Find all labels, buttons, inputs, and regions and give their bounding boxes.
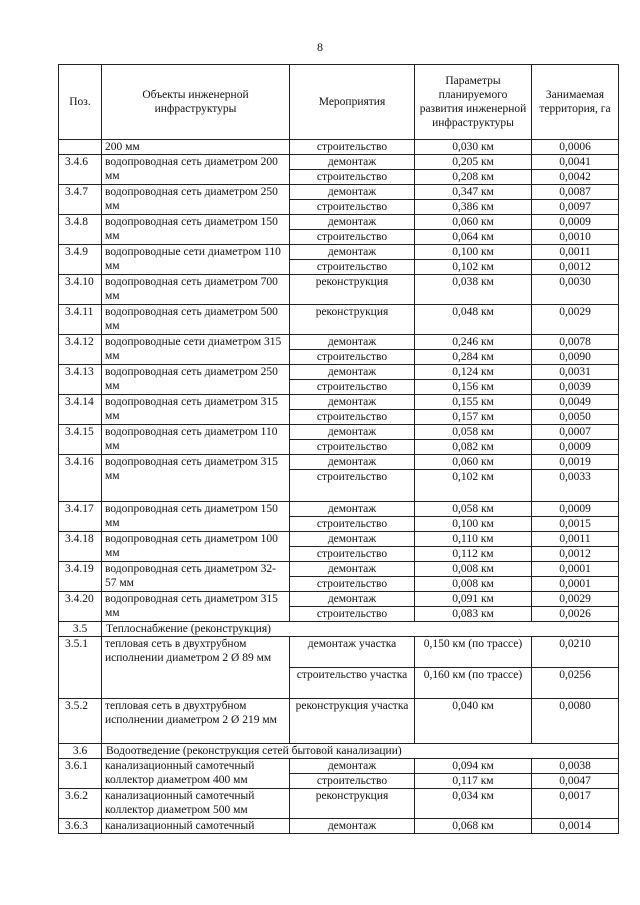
cell-param: 0,058 км [415,425,532,440]
header-object: Объекты инженерной инфраструктуры [102,65,290,140]
cell-object: водопроводные сети диаметром 110 мм [102,245,290,275]
cell-pos: 3.4.20 [59,592,102,622]
cell-object: водопроводная сеть диаметром 315 мм [102,395,290,425]
cell-pos: 3.5.2 [59,699,102,744]
cell-param: 0,048 км [415,305,532,335]
table-row [59,305,619,335]
cell-area: 0,0030 [532,275,619,305]
table-row [59,699,619,744]
cell-area: 0,0001 [532,562,619,577]
cell-param: 0,082 км [415,440,532,455]
cell-area: 0,0097 [532,200,619,215]
table-body [59,140,619,834]
cell-area: 0,0009 [532,215,619,230]
cell-area: 0,0011 [532,245,619,260]
cell-area: 0,0011 [532,532,619,547]
cell-param: 0,094 км [415,759,532,774]
table-row [59,562,619,577]
cell-object: водопроводная сеть диаметром 110 мм [102,425,290,455]
cell-area: 0,0009 [532,502,619,517]
cell-object: водопроводная сеть диаметром 150 мм [102,215,290,245]
cell-pos: 3.6 [59,744,102,759]
cell-measure: строительство участка [290,668,415,699]
cell-pos: 3.4.15 [59,425,102,455]
table-header-row [59,65,619,140]
table-row [59,819,619,834]
cell-area: 0,0042 [532,170,619,185]
cell-measure: демонтаж [290,759,415,774]
cell-measure: строительство [290,470,415,502]
cell-measure: реконструкция [290,275,415,305]
cell-area: 0,0010 [532,230,619,245]
cell-param: 0,284 км [415,350,532,365]
cell-param: 0,008 км [415,562,532,577]
table-row [59,275,619,305]
cell-area: 0,0012 [532,547,619,562]
cell-param: 0,205 км [415,155,532,170]
cell-measure: строительство [290,410,415,425]
cell-area: 0,0015 [532,517,619,532]
section-row [59,622,619,637]
cell-param: 0,110 км [415,532,532,547]
cell-measure: строительство [290,200,415,215]
cell-param: 0,157 км [415,410,532,425]
cell-pos: 3.6.1 [59,759,102,789]
cell-pos: 3.4.19 [59,562,102,592]
section-title: Водоотведение (реконструкция сетей бытовой канализации) [102,744,619,759]
cell-param: 0,112 км [415,547,532,562]
cell-pos: 3.4.17 [59,502,102,532]
cell-measure: демонтаж [290,155,415,170]
cell-measure: демонтаж [290,502,415,517]
cell-param: 0,347 км [415,185,532,200]
cell-area: 0,0078 [532,335,619,350]
cell-measure: демонтаж [290,185,415,200]
header-pos: Поз. [59,65,102,140]
cell-pos: 3.6.3 [59,819,102,834]
cell-area: 0,0029 [532,592,619,607]
cell-area: 0,0026 [532,607,619,622]
cell-area: 0,0014 [532,819,619,834]
page-number: 8 [317,40,323,54]
cell-object: канализационный самотечный коллектор диаметром 400 мм [102,759,290,789]
cell-measure: демонтаж участка [290,637,415,668]
cell-area: 0,0017 [532,789,619,819]
cell-area: 0,0039 [532,380,619,395]
cell-pos: 3.4.7 [59,185,102,215]
cell-area: 0,0050 [532,410,619,425]
cell-object: тепловая сеть в двухтрубном исполнении диаметром 2 Ø 219 мм [102,699,290,744]
cell-measure: строительство [290,607,415,622]
cell-measure: демонтаж [290,562,415,577]
cell-area: 0,0041 [532,155,619,170]
cell-object: канализационный самотечный [102,819,290,834]
cell-measure: строительство [290,260,415,275]
table-row [59,789,619,819]
cell-area: 0,0047 [532,774,619,789]
cell-object: 200 мм [102,140,290,155]
cell-area: 0,0006 [532,140,619,155]
cell-param: 0,038 км [415,275,532,305]
cell-object: водопроводная сеть диаметром 150 мм [102,502,290,532]
cell-measure: строительство [290,170,415,185]
cell-object: тепловая сеть в двухтрубном исполнении диаметром 2 Ø 89 мм [102,637,290,699]
cell-area: 0,0007 [532,425,619,440]
cell-measure: демонтаж [290,245,415,260]
cell-area: 0,0009 [532,440,619,455]
header-measure: Мероприятия [290,65,415,140]
cell-param: 0,100 км [415,245,532,260]
cell-param: 0,386 км [415,200,532,215]
table-row [59,215,619,230]
cell-measure: строительство [290,577,415,592]
cell-param: 0,030 км [415,140,532,155]
cell-object: водопроводная сеть диаметром 32-57 мм [102,562,290,592]
cell-area: 0,0012 [532,260,619,275]
cell-param: 0,040 км [415,699,532,744]
cell-area: 0,0019 [532,455,619,470]
table-row [59,592,619,607]
cell-area: 0,0080 [532,699,619,744]
cell-pos: 3.6.2 [59,789,102,819]
cell-pos: 3.4.9 [59,245,102,275]
table-row [59,365,619,380]
cell-pos: 3.4.14 [59,395,102,425]
cell-pos: 3.4.18 [59,532,102,562]
table-row [59,185,619,200]
cell-measure: демонтаж [290,395,415,410]
table-row [59,335,619,350]
cell-object: канализационный самотечный коллектор диаметром 500 мм [102,789,290,819]
table-row [59,502,619,517]
cell-area: 0,0001 [532,577,619,592]
cell-object: водопроводная сеть диаметром 315 мм [102,592,290,622]
cell-param: 0,246 км [415,335,532,350]
cell-param: 0,156 км [415,380,532,395]
cell-param: 0,068 км [415,819,532,834]
table-row [59,637,619,668]
cell-param: 0,102 км [415,470,532,502]
cell-pos: 3.4.11 [59,305,102,335]
cell-measure: строительство [290,380,415,395]
cell-param: 0,102 км [415,260,532,275]
cell-param: 0,100 км [415,517,532,532]
cell-measure: демонтаж [290,365,415,380]
cell-measure: демонтаж [290,335,415,350]
cell-pos: 3.4.6 [59,155,102,185]
cell-object: водопроводные сети диаметром 315 мм [102,335,290,365]
header-area: Занимаемая территория, га [532,65,619,140]
cell-measure: реконструкция участка [290,699,415,744]
cell-area: 0,0038 [532,759,619,774]
cell-param: 0,008 км [415,577,532,592]
cell-area: 0,0029 [532,305,619,335]
header-params: Параметры планируемого развития инженерной инфраструктуры [415,65,532,140]
cell-pos: 3.4.12 [59,335,102,365]
cell-measure: реконструкция [290,305,415,335]
cell-measure: демонтаж [290,819,415,834]
cell-measure: демонтаж [290,215,415,230]
cell-pos: 3.4.16 [59,455,102,502]
cell-object: водопроводная сеть диаметром 100 мм [102,532,290,562]
cell-param: 0,091 км [415,592,532,607]
cell-param: 0,083 км [415,607,532,622]
cell-object: водопроводная сеть диаметром 700 мм [102,275,290,305]
cell-pos: 3.4.13 [59,365,102,395]
cell-measure: строительство [290,440,415,455]
table-row [59,155,619,170]
cell-area: 0,0087 [532,185,619,200]
cell-param: 0,064 км [415,230,532,245]
cell-pos [59,140,102,155]
cell-measure: строительство [290,350,415,365]
cell-object: водопроводная сеть диаметром 250 мм [102,365,290,395]
table-row [59,395,619,410]
table-row [59,455,619,470]
cell-param: 0,208 км [415,170,532,185]
cell-param: 0,060 км [415,455,532,470]
cell-measure: строительство [290,140,415,155]
infrastructure-table [58,64,619,834]
cell-object: водопроводная сеть диаметром 250 мм [102,185,290,215]
cell-pos: 3.4.8 [59,215,102,245]
cell-param: 0,155 км [415,395,532,410]
cell-measure: строительство [290,230,415,245]
cell-measure: демонтаж [290,592,415,607]
table-row [59,759,619,774]
cell-param: 0,058 км [415,502,532,517]
cell-param: 0,124 км [415,365,532,380]
cell-param: 0,160 км (по трассе) [415,668,532,699]
cell-object: водопроводная сеть диаметром 315 мм [102,455,290,502]
cell-measure: строительство [290,774,415,789]
cell-pos: 3.5 [59,622,102,637]
cell-object: водопроводная сеть диаметром 500 мм [102,305,290,335]
cell-param: 0,060 км [415,215,532,230]
table-row [59,425,619,440]
table-row [59,532,619,547]
cell-area: 0,0049 [532,395,619,410]
cell-measure: демонтаж [290,455,415,470]
cell-pos: 3.5.1 [59,637,102,699]
cell-measure: строительство [290,517,415,532]
cell-measure: строительство [290,547,415,562]
cell-param: 0,034 км [415,789,532,819]
section-row [59,744,619,759]
cell-measure: демонтаж [290,532,415,547]
table-row [59,245,619,260]
cell-measure: демонтаж [290,425,415,440]
cell-pos: 3.4.10 [59,275,102,305]
cell-area: 0,0210 [532,637,619,668]
section-title: Теплоснабжение (реконструкция) [102,622,619,637]
cell-area: 0,0033 [532,470,619,502]
cell-param: 0,150 км (по трассе) [415,637,532,668]
cell-param: 0,117 км [415,774,532,789]
cell-area: 0,0256 [532,668,619,699]
cell-object: водопроводная сеть диаметром 200 мм [102,155,290,185]
table-row [59,140,619,155]
cell-measure: реконструкция [290,789,415,819]
cell-area: 0,0090 [532,350,619,365]
cell-area: 0,0031 [532,365,619,380]
